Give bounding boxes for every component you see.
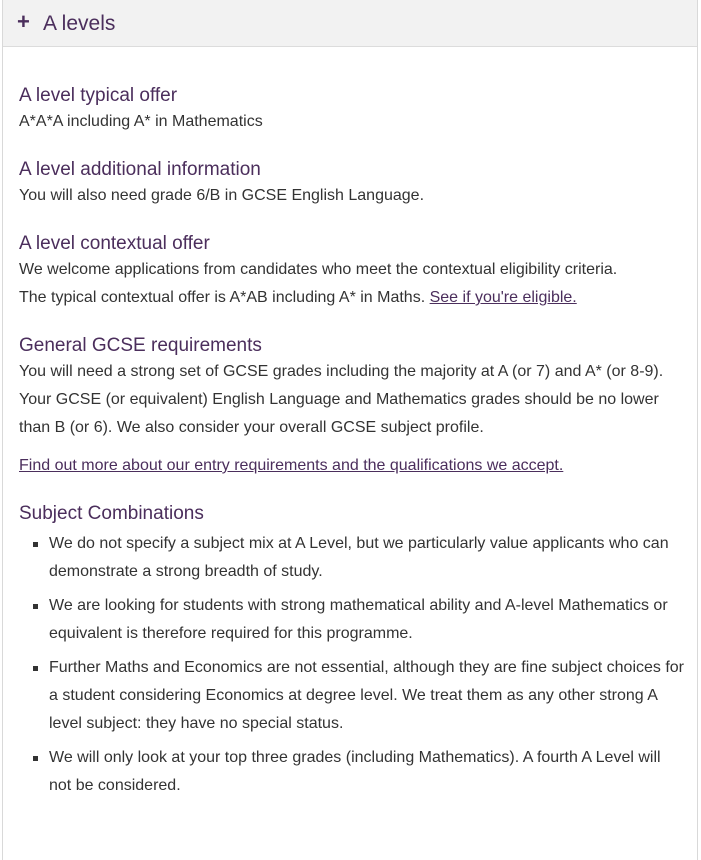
contextual-offer-line2: The typical contextual offer is A*AB including A* in Maths. xyxy=(19,289,430,306)
a-levels-accordion-toggle[interactable] xyxy=(3,0,697,47)
additional-info-text: You will also need grade 6/B in GCSE English Language. xyxy=(19,187,425,204)
bullet-square-icon xyxy=(33,604,38,609)
subject-combinations-heading: Subject Combinations xyxy=(19,503,204,524)
list-item-text: We are looking for students with strong mathematical ability and A-level Mathematics or equivalent is therefore required for this programme. xyxy=(49,597,668,642)
accordion-content xyxy=(3,84,687,800)
list-item xyxy=(19,654,687,738)
eligibility-link[interactable]: See if you're eligible. xyxy=(429,289,577,306)
bullet-square-icon xyxy=(33,666,38,671)
typical-offer-text: A*A*A including A* in Mathematics xyxy=(19,113,263,130)
list-item-text: Further Maths and Economics are not essential, although they are fine subject choices for a student considering Economics at degree level. We treat them as any other strong A level subject: they have no special status. xyxy=(49,659,685,732)
entry-requirements-link[interactable]: Find out more about our entry requirements and the qualifications we accept. xyxy=(19,457,564,474)
subject-combinations-list xyxy=(19,530,687,800)
additional-info-heading: A level additional information xyxy=(19,159,261,180)
list-item-text: We do not specify a subject mix at A Level, but we particularly value applicants who can demonstrate a strong breadth of study. xyxy=(49,535,669,580)
list-item xyxy=(19,744,687,800)
bullet-square-icon xyxy=(33,756,38,761)
list-item xyxy=(19,592,687,648)
entry-requirements-paragraph xyxy=(19,452,687,480)
gcse-heading: General GCSE requirements xyxy=(19,335,262,356)
list-item-text: We will only look at your top three grades (including Mathematics). A fourth A Level will not be considered. xyxy=(49,749,661,794)
plus-icon[interactable]: + xyxy=(17,9,30,34)
bullet-square-icon xyxy=(33,542,38,547)
typical-offer-heading: A level typical offer xyxy=(19,85,178,106)
a-levels-accordion-panel xyxy=(2,0,698,860)
contextual-offer-heading: A level contextual offer xyxy=(19,233,210,254)
accordion-title[interactable]: A levels xyxy=(43,11,116,35)
contextual-offer-text xyxy=(19,256,687,312)
list-item xyxy=(19,530,687,586)
contextual-offer-line1: We welcome applications from candidates who meet the contextual eligibility criteria. xyxy=(19,261,618,278)
gcse-text: You will need a strong set of GCSE grades including the majority at A (or 7) and A* (or 8-9). Your GCSE (or equivalent) English Language and Mathematics grades should be no lower than B (or 6). We also consider your overall GCSE subject profile. xyxy=(19,363,664,436)
